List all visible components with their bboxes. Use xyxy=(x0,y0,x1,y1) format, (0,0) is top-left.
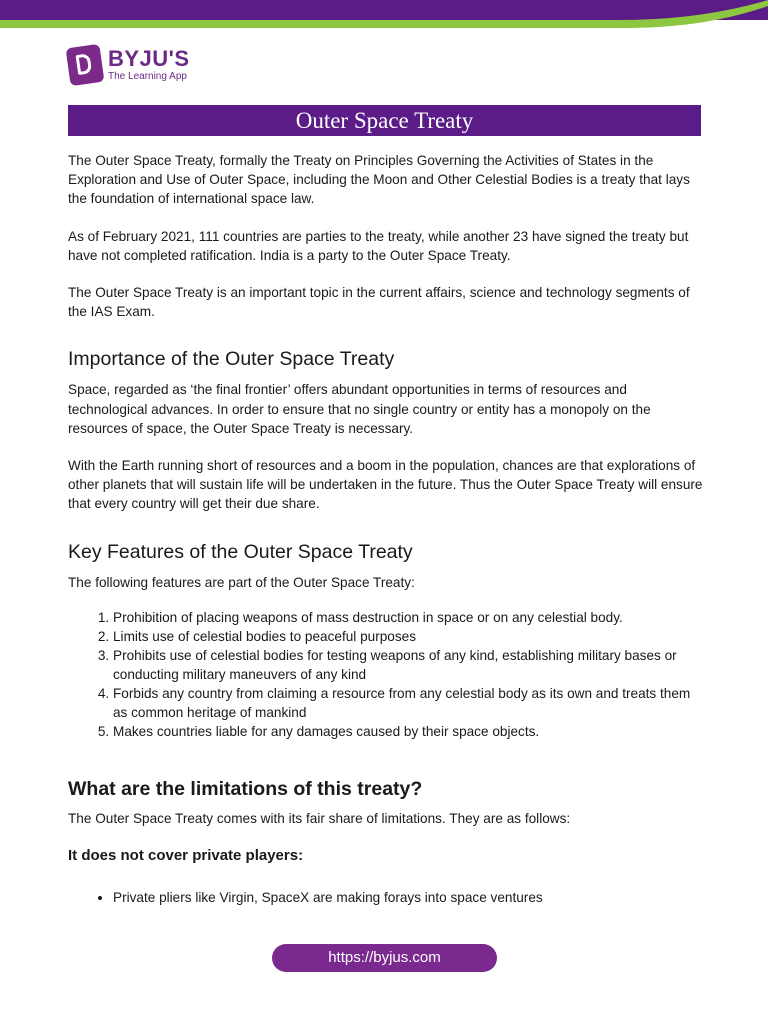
intro-paragraph-3: The Outer Space Treaty is an important topic in the current affairs, science and technology segments of the IAS Exam. xyxy=(68,285,690,320)
intro-paragraph-2: As of February 2021, 111 countries are parties to the treaty, while another 23 have signed the treaty but have not completed ratification. India is a party to the Outer Space Treaty. xyxy=(68,228,689,263)
limitations-heading: What are the limitations of this treaty? xyxy=(68,777,423,800)
brand-name: BYJU'S xyxy=(108,46,190,71)
byjus-logo xyxy=(68,46,190,84)
features-intro: The following features are part of the Outer Space Treaty: xyxy=(68,574,415,590)
features-list xyxy=(68,608,708,741)
header-decoration-band xyxy=(0,0,768,32)
importance-paragraph-1: Space, regarded as ‘the final frontier’ offers abundant opportunities in terms of resources and technological advances. In order to ensure that no single country or entity has a monopoly on the resources of space, the Outer Space Treaty is necessary. xyxy=(68,382,651,436)
list-item: • Private pliers like Virgin, SpaceX are making forays into space ventures xyxy=(113,888,708,907)
document-body xyxy=(68,151,708,907)
list-item: 3. Prohibits use of celestial bodies for testing weapons of any kind, establishing military bases or conducting military maneuvers of any kind xyxy=(113,646,708,684)
list-item: 1. Prohibition of placing weapons of mass destruction in space or on any celestial body. xyxy=(113,608,708,627)
list-item: 5. Makes countries liable for any damages caused by their space objects. xyxy=(113,722,708,741)
private-players-subheading: It does not cover private players: xyxy=(68,847,304,865)
importance-paragraph-2: With the Earth running short of resources and a boom in the population, chances are that explorations of other planets that will sustain life will be undertaken in the future. Thus the Outer Space Treaty will ensure that every country will get their due share. xyxy=(68,458,703,512)
list-item: 4. Forbids any country from claiming a resource from any celestial body as its own and treats them as common heritage of mankind xyxy=(113,684,708,722)
limitations-intro: The Outer Space Treaty comes with its fair share of limitations. They are as follows: xyxy=(68,810,571,826)
features-heading: Key Features of the Outer Space Treaty xyxy=(68,540,413,563)
intro-paragraph-1: The Outer Space Treaty, formally the Treaty on Principles Governing the Activities of States in the Exploration and Use of Outer Space, including the Moon and Other Celestial Bodies is a treaty that lays the foundation of international space law. xyxy=(68,153,690,207)
footer-url-link[interactable]: https://byjus.com xyxy=(272,944,497,972)
importance-heading: Importance of the Outer Space Treaty xyxy=(68,348,395,371)
document-title: Outer Space Treaty xyxy=(68,105,701,136)
list-item: 2. Limits use of celestial bodies to peaceful purposes xyxy=(113,627,708,646)
byjus-logo-icon xyxy=(66,44,105,86)
limitations-bullets xyxy=(68,888,708,907)
brand-tagline: The Learning App xyxy=(108,71,187,82)
